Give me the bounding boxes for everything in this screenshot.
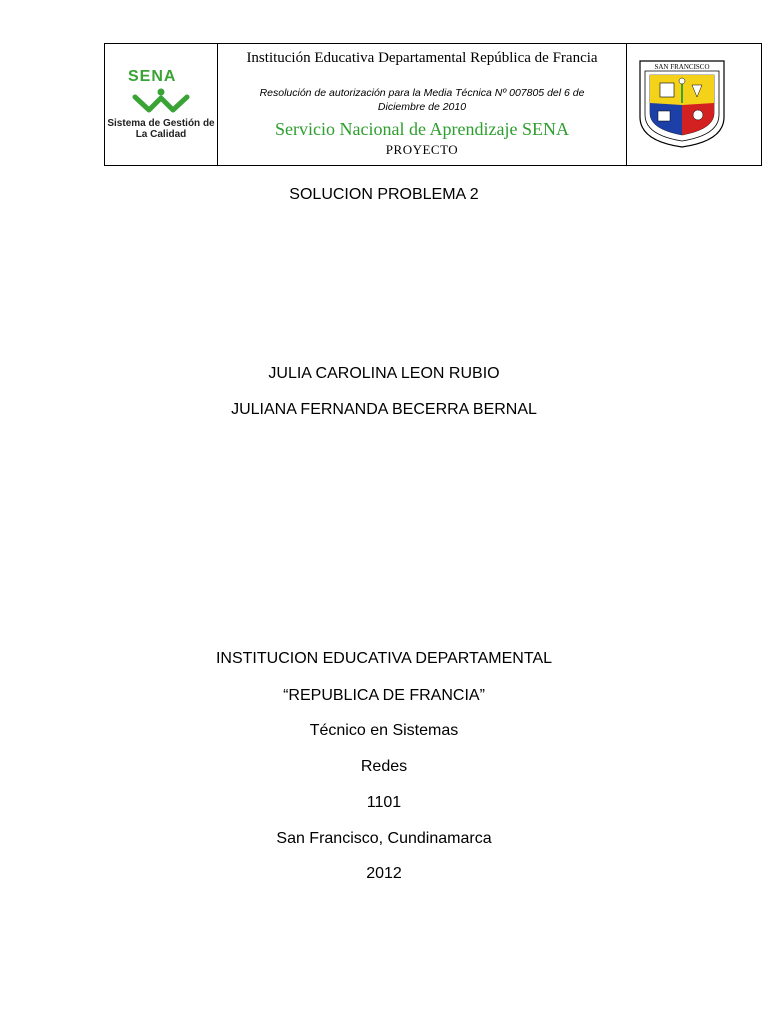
program: Técnico en Sistemas (309, 722, 459, 739)
crest-label: SAN FRANCISCO (654, 63, 710, 71)
crest-cell (626, 44, 761, 165)
author-1: JULIA CAROLINA LEON RUBIO (268, 365, 500, 382)
header-title-cell (218, 44, 626, 165)
project-label: PROYECTO (385, 142, 459, 157)
school-crest-icon (636, 57, 728, 149)
group: 1101 (366, 794, 402, 811)
location: San Francisco, Cundinamarca (276, 830, 492, 847)
sena-name: Servicio Nacional de Aprendizaje SENA (275, 119, 569, 139)
sena-logo-cell (105, 44, 218, 165)
document-header (104, 43, 762, 166)
institution-line: INSTITUCION EDUCATIVA DEPARTAMENTAL (215, 650, 553, 667)
author-2: JULIANA FERNANDA BECERRA BERNAL (231, 401, 537, 418)
institution-title: Institución Educativa Departamental República de Francia (246, 50, 598, 66)
logo-caption: Sistema de Gestión de La Calidad (107, 118, 215, 140)
document-title: SOLUCION PROBLEMA 2 (289, 186, 479, 203)
resolution-text: Resolución de autorización para la Media Técnica Nº 007805 del 6 de Diciembre de 2010 (259, 87, 585, 113)
area: Redes (360, 758, 408, 775)
sena-figure-icon (132, 88, 190, 114)
sena-logo: SENA (128, 68, 177, 85)
year: 2012 (366, 865, 402, 882)
institution-name: “REPUBLICA DE FRANCIA” (283, 687, 485, 704)
